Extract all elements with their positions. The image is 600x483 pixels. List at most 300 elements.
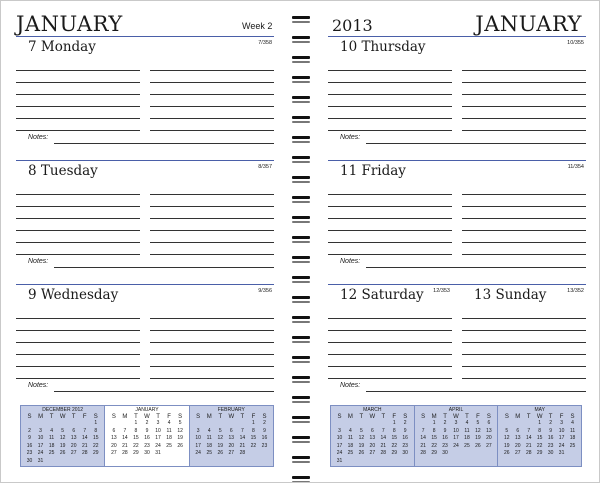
date-cell: 16 bbox=[402, 435, 408, 441]
binding-ring bbox=[292, 194, 310, 204]
notes-line[interactable] bbox=[54, 391, 274, 392]
date-cell bbox=[400, 458, 411, 466]
mini-calendar-week bbox=[501, 443, 578, 451]
date-cell: 12 bbox=[217, 435, 224, 441]
date-cell: 21 bbox=[420, 442, 426, 449]
date-cell: 12 bbox=[59, 435, 66, 441]
date-cell bbox=[24, 420, 35, 428]
day-title: 12 Saturday bbox=[340, 287, 424, 303]
date-cell: 28 bbox=[380, 450, 387, 456]
date-cell bbox=[68, 420, 79, 428]
day-block-weekend[interactable] bbox=[328, 284, 586, 400]
binding-ring bbox=[292, 214, 310, 224]
date-cell: 29 bbox=[93, 450, 99, 456]
date-cell: 16 bbox=[261, 435, 268, 441]
mini-calendar-week bbox=[501, 450, 578, 458]
binding-ring bbox=[292, 354, 310, 364]
binding-ring bbox=[292, 114, 310, 124]
date-cell: 1 bbox=[134, 420, 138, 426]
date-cell: 13 bbox=[228, 435, 235, 441]
binding-ring bbox=[292, 454, 310, 464]
mini-calendar-week bbox=[108, 435, 185, 443]
mini-calendar-week bbox=[418, 435, 495, 443]
date-cell: 22 bbox=[536, 442, 543, 449]
date-cell: 22 bbox=[250, 442, 257, 449]
binding-ring bbox=[292, 154, 310, 164]
date-cell: 4 bbox=[207, 427, 211, 434]
date-cell: 16 bbox=[26, 442, 33, 449]
writing-lines-left[interactable] bbox=[16, 183, 140, 255]
date-cell: 24 bbox=[195, 450, 201, 456]
binding-ring bbox=[292, 274, 310, 284]
date-cell: 26 bbox=[177, 442, 183, 449]
date-cell: 30 bbox=[442, 450, 448, 456]
date-cell: 2 bbox=[549, 420, 553, 426]
date-cell: 6 bbox=[112, 427, 116, 434]
date-cell bbox=[193, 420, 204, 428]
date-cell: 17 bbox=[37, 442, 44, 449]
date-cell bbox=[367, 420, 378, 428]
weekday-label: T bbox=[526, 414, 531, 420]
date-cell: 5 bbox=[61, 427, 65, 434]
weekday-label: W bbox=[228, 414, 235, 420]
date-cell: 9 bbox=[263, 427, 266, 434]
date-cell: 2 bbox=[145, 420, 149, 426]
date-cell bbox=[226, 420, 237, 428]
date-cell: 15 bbox=[391, 435, 398, 441]
date-cell: 10 bbox=[336, 435, 343, 441]
writing-lines-right[interactable] bbox=[462, 183, 586, 255]
date-cell: 30 bbox=[26, 457, 33, 464]
date-cell: 16 bbox=[442, 435, 448, 441]
date-cell: 28 bbox=[239, 450, 246, 456]
binding-ring bbox=[292, 294, 310, 304]
writing-lines-left[interactable] bbox=[328, 183, 452, 255]
day-block-wednesday[interactable] bbox=[16, 284, 274, 400]
weekday-label: S bbox=[111, 414, 116, 420]
date-cell: 17 bbox=[195, 442, 201, 449]
weekday-label: M bbox=[122, 414, 128, 420]
notes-line[interactable] bbox=[366, 267, 586, 268]
date-cell: 11 bbox=[49, 435, 55, 441]
date-cell: 4 bbox=[571, 420, 574, 426]
day-title: 11 Friday bbox=[340, 163, 406, 179]
date-cell: 14 bbox=[239, 435, 246, 441]
date-cell bbox=[79, 420, 90, 428]
date-cell: 9 bbox=[28, 435, 31, 441]
weekday-label: T bbox=[218, 414, 223, 420]
date-cell: 2 bbox=[443, 420, 447, 426]
date-cell: 27 bbox=[228, 450, 235, 456]
writing-lines-right[interactable] bbox=[462, 59, 586, 131]
writing-lines-left[interactable] bbox=[328, 59, 452, 131]
date-cell: 7 bbox=[381, 427, 385, 434]
weekday-label: S bbox=[421, 414, 426, 420]
date-cell bbox=[119, 420, 130, 428]
date-cell: 8 bbox=[432, 427, 436, 434]
date-cell bbox=[345, 458, 356, 466]
date-cell: 12 bbox=[358, 435, 365, 441]
date-cell bbox=[35, 420, 46, 428]
date-cell: 19 bbox=[217, 442, 224, 449]
date-cell: 30 bbox=[547, 450, 554, 456]
date-cell: 20 bbox=[369, 442, 376, 449]
date-cell: 13 bbox=[514, 435, 521, 441]
weekday-label: T bbox=[443, 414, 447, 420]
date-cell: 22 bbox=[391, 442, 398, 449]
binding-ring bbox=[292, 434, 310, 444]
date-cell: 15 bbox=[93, 435, 99, 441]
spiral-binding bbox=[292, 0, 310, 483]
date-cell: 8 bbox=[94, 427, 98, 434]
date-cell: 10 bbox=[195, 435, 201, 441]
binding-ring bbox=[292, 394, 310, 404]
writing-lines-right[interactable] bbox=[150, 59, 274, 131]
date-cell: 27 bbox=[486, 442, 492, 449]
weekday-label: F bbox=[167, 414, 171, 420]
date-cell: 11 bbox=[569, 427, 576, 434]
binding-ring bbox=[292, 94, 310, 104]
date-cell bbox=[237, 420, 248, 428]
date-cell: 3 bbox=[156, 420, 160, 426]
mini-calendar-week bbox=[334, 420, 411, 428]
date-cell: 13 bbox=[486, 427, 492, 434]
date-cell: 27 bbox=[111, 450, 117, 456]
weekday-label: T bbox=[548, 414, 553, 420]
date-cell: 15 bbox=[250, 435, 257, 441]
date-cell: 23 bbox=[144, 442, 150, 449]
date-cell: 30 bbox=[144, 450, 150, 456]
weekday-label: T bbox=[49, 414, 54, 420]
date-cell: 20 bbox=[111, 442, 117, 449]
date-cell: 5 bbox=[218, 427, 222, 434]
writing-lines-left[interactable] bbox=[16, 59, 140, 131]
writing-lines-right[interactable] bbox=[150, 183, 274, 255]
binding-ring bbox=[292, 334, 310, 344]
date-cell: 9 bbox=[145, 427, 149, 434]
weekday-label: T bbox=[359, 414, 364, 420]
date-cell bbox=[356, 458, 367, 466]
date-cell: 21 bbox=[81, 442, 88, 449]
date-cell: 21 bbox=[525, 442, 532, 449]
writing-lines-right[interactable] bbox=[150, 307, 274, 379]
date-cell: 3 bbox=[560, 420, 563, 426]
mini-calendar-week bbox=[334, 435, 411, 443]
binding-ring bbox=[292, 54, 310, 64]
date-cell: 19 bbox=[475, 435, 481, 441]
date-cell: 31 bbox=[336, 457, 343, 464]
date-cell: 23 bbox=[261, 442, 268, 449]
date-cell: 18 bbox=[48, 442, 55, 449]
date-cell bbox=[523, 420, 534, 428]
date-cell: 30 bbox=[402, 450, 408, 456]
date-cell: 19 bbox=[59, 442, 66, 449]
weekday-label: M bbox=[347, 414, 353, 420]
date-cell: 13 bbox=[111, 435, 117, 441]
day-title: 8 Tuesday bbox=[28, 163, 98, 179]
date-cell: 14 bbox=[525, 435, 532, 441]
mini-calendar-week bbox=[24, 450, 101, 458]
date-cell bbox=[46, 458, 57, 466]
date-cell: 23 bbox=[442, 442, 448, 449]
mini-calendar-week bbox=[334, 428, 411, 436]
date-cell: 5 bbox=[505, 427, 509, 434]
date-cell: 5 bbox=[359, 427, 363, 434]
date-cell: 25 bbox=[166, 442, 172, 449]
date-cell: 1 bbox=[432, 420, 436, 426]
date-cell: 5 bbox=[476, 420, 480, 426]
date-cell: 7 bbox=[240, 427, 244, 434]
day-number: 7/358 bbox=[258, 40, 272, 46]
date-cell: 18 bbox=[569, 435, 576, 441]
date-cell: 21 bbox=[239, 442, 246, 449]
binding-ring bbox=[292, 474, 310, 483]
date-cell: 31 bbox=[37, 457, 44, 464]
day-block-thursday[interactable] bbox=[328, 36, 586, 152]
date-cell: 13 bbox=[369, 435, 376, 441]
date-cell: 11 bbox=[347, 435, 354, 441]
writing-lines[interactable] bbox=[328, 307, 452, 379]
mini-calendar-week bbox=[24, 428, 101, 436]
notes-line[interactable] bbox=[54, 267, 274, 268]
date-cell: 24 bbox=[155, 442, 161, 449]
date-cell: 5 bbox=[178, 420, 182, 426]
date-cell: 20 bbox=[228, 442, 235, 449]
weekday-label: M bbox=[431, 414, 437, 420]
date-cell: 9 bbox=[549, 427, 553, 434]
date-cell: 23 bbox=[402, 442, 408, 449]
date-cell: 27 bbox=[369, 450, 376, 456]
date-cell: 17 bbox=[558, 435, 565, 441]
date-cell bbox=[259, 450, 270, 458]
notes-line[interactable] bbox=[54, 143, 274, 144]
sunday-block[interactable] bbox=[462, 285, 586, 401]
weekday-label: S bbox=[93, 414, 98, 420]
date-cell: 26 bbox=[59, 450, 66, 456]
weekday-label: T bbox=[71, 414, 76, 420]
date-cell: 10 bbox=[453, 427, 459, 434]
date-cell: 2 bbox=[28, 427, 31, 434]
date-cell: 23 bbox=[547, 442, 554, 449]
date-cell: 19 bbox=[177, 435, 183, 441]
date-cell: 22 bbox=[93, 442, 99, 449]
notes-label: Notes: bbox=[28, 382, 49, 389]
year-label: 2013 bbox=[332, 16, 373, 35]
mini-calendar-week bbox=[193, 420, 270, 428]
weekday-label: F bbox=[82, 414, 87, 420]
mini-calendar-week bbox=[24, 458, 101, 466]
weekday-label: F bbox=[392, 414, 397, 420]
date-cell: 1 bbox=[538, 420, 542, 426]
mini-calendar-week bbox=[24, 435, 101, 443]
date-cell: 16 bbox=[144, 435, 150, 441]
date-cell bbox=[356, 420, 367, 428]
date-cell: 6 bbox=[487, 420, 491, 426]
day-number: 8/357 bbox=[258, 164, 272, 170]
binding-ring bbox=[292, 74, 310, 84]
date-cell: 12 bbox=[504, 435, 510, 441]
date-cell bbox=[378, 420, 389, 428]
date-cell: 18 bbox=[206, 442, 212, 449]
writing-lines[interactable] bbox=[462, 307, 586, 379]
binding-ring bbox=[292, 234, 310, 244]
weekday-label: T bbox=[381, 414, 386, 420]
weekday-label: S bbox=[504, 414, 509, 420]
date-cell: 3 bbox=[454, 420, 458, 426]
mini-calendar-week bbox=[418, 443, 495, 451]
date-cell: 9 bbox=[403, 427, 407, 434]
date-cell: 4 bbox=[167, 420, 171, 426]
binding-ring bbox=[292, 374, 310, 384]
date-cell bbox=[215, 420, 226, 428]
weekday-label: S bbox=[486, 414, 491, 420]
date-cell: 8 bbox=[252, 427, 255, 434]
weekday-label: T bbox=[465, 414, 469, 420]
date-cell: 17 bbox=[453, 435, 459, 441]
mini-calendar-week bbox=[193, 443, 270, 451]
date-cell: 1 bbox=[392, 420, 396, 426]
left-page bbox=[0, 0, 290, 483]
date-cell: 10 bbox=[155, 427, 161, 434]
date-cell: 29 bbox=[431, 450, 437, 456]
date-cell: 1 bbox=[252, 420, 255, 426]
date-cell: 17 bbox=[155, 435, 161, 441]
mini-calendar bbox=[331, 406, 415, 466]
notes-line[interactable] bbox=[366, 391, 586, 392]
day-block-tuesday[interactable] bbox=[16, 160, 274, 276]
date-cell: 2 bbox=[403, 420, 407, 426]
mini-calendar-week bbox=[108, 428, 185, 436]
mini-calendars-left bbox=[20, 405, 274, 467]
mini-calendar-week bbox=[334, 450, 411, 458]
weekday-label: T bbox=[240, 414, 245, 420]
weekday-label: W bbox=[369, 414, 376, 420]
date-cell: 28 bbox=[525, 450, 532, 456]
week-label: Week 2 bbox=[242, 21, 273, 31]
date-cell: 12 bbox=[177, 427, 183, 434]
date-cell bbox=[567, 450, 578, 458]
weekday-label: T bbox=[134, 414, 138, 420]
mini-calendar-week bbox=[418, 420, 495, 428]
binding-ring bbox=[292, 414, 310, 424]
mini-calendar-week bbox=[501, 420, 578, 428]
date-cell: 21 bbox=[380, 442, 387, 449]
date-cell bbox=[57, 420, 68, 428]
mini-calendar-title: APRIL bbox=[448, 407, 464, 413]
binding-ring bbox=[292, 254, 310, 264]
notes-label: Notes: bbox=[340, 382, 361, 389]
date-cell: 23 bbox=[26, 450, 33, 456]
notes-label: Notes: bbox=[340, 258, 361, 265]
date-cell bbox=[204, 420, 215, 428]
date-cell: 12 bbox=[475, 427, 481, 434]
date-cell: 6 bbox=[370, 427, 374, 434]
mini-calendar-week bbox=[24, 443, 101, 451]
day-number: 11/354 bbox=[567, 164, 584, 170]
date-cell: 6 bbox=[72, 427, 76, 434]
date-cell: 19 bbox=[358, 442, 365, 449]
mini-calendar-week bbox=[24, 420, 101, 428]
date-cell: 15 bbox=[431, 435, 437, 441]
date-cell: 7 bbox=[527, 427, 531, 434]
date-cell bbox=[378, 458, 389, 466]
mini-calendar bbox=[105, 406, 189, 466]
date-cell: 26 bbox=[358, 450, 365, 456]
date-cell: 1 bbox=[94, 420, 98, 426]
date-cell bbox=[418, 420, 429, 428]
date-cell: 25 bbox=[347, 450, 354, 456]
date-cell bbox=[345, 420, 356, 428]
notes-label: Notes: bbox=[340, 134, 361, 141]
weekday-label: S bbox=[337, 414, 342, 420]
notes-line[interactable] bbox=[366, 143, 586, 144]
date-cell: 31 bbox=[558, 450, 565, 456]
date-cell bbox=[57, 458, 68, 466]
date-cell: 27 bbox=[70, 450, 77, 456]
weekday-label: W bbox=[453, 414, 459, 420]
date-cell: 20 bbox=[514, 442, 521, 449]
date-cell: 3 bbox=[39, 427, 42, 434]
weekday-label: M bbox=[38, 414, 44, 420]
mini-calendar-week bbox=[108, 420, 185, 428]
date-cell: 11 bbox=[166, 427, 172, 434]
weekday-label: S bbox=[27, 414, 32, 420]
date-cell: 29 bbox=[536, 450, 543, 456]
date-cell: 14 bbox=[122, 435, 128, 441]
mini-calendar-week bbox=[418, 428, 495, 436]
date-cell: 28 bbox=[81, 450, 88, 456]
day-block-friday[interactable] bbox=[328, 160, 586, 276]
day-title: 13 Sunday bbox=[474, 287, 547, 303]
date-cell: 31 bbox=[155, 450, 161, 456]
mini-calendar-week bbox=[193, 435, 270, 443]
date-cell: 24 bbox=[37, 450, 44, 456]
date-cell bbox=[164, 450, 175, 458]
date-cell: 22 bbox=[133, 442, 139, 449]
date-cell: 7 bbox=[83, 427, 87, 434]
date-cell bbox=[367, 458, 378, 466]
day-number: 9/356 bbox=[258, 288, 272, 294]
date-cell: 25 bbox=[206, 450, 212, 456]
writing-lines-left[interactable] bbox=[16, 307, 140, 379]
date-cell: 8 bbox=[134, 427, 138, 434]
date-cell bbox=[512, 420, 523, 428]
day-block-monday[interactable] bbox=[16, 36, 274, 152]
weekday-label: S bbox=[403, 414, 408, 420]
mini-calendar-title: FEBRUARY bbox=[217, 407, 245, 413]
date-cell: 22 bbox=[431, 442, 437, 449]
date-cell: 25 bbox=[48, 450, 55, 456]
date-cell: 26 bbox=[504, 450, 510, 456]
date-cell: 24 bbox=[336, 450, 343, 456]
date-cell: 3 bbox=[338, 427, 341, 434]
date-cell: 7 bbox=[123, 427, 127, 434]
mini-calendar-week bbox=[334, 443, 411, 451]
date-cell: 28 bbox=[122, 450, 128, 456]
left-month-title: JANUARY bbox=[16, 12, 123, 36]
date-cell: 8 bbox=[538, 427, 542, 434]
date-cell bbox=[501, 420, 512, 428]
date-cell: 14 bbox=[420, 435, 426, 441]
mini-calendar-title: JANUARY bbox=[135, 407, 159, 413]
date-cell bbox=[334, 420, 345, 428]
day-number: 12/353 bbox=[433, 288, 450, 294]
mini-calendar-title: MARCH bbox=[363, 407, 382, 413]
mini-calendar bbox=[415, 406, 499, 466]
weekday-label: F bbox=[476, 414, 480, 420]
date-cell: 16 bbox=[547, 435, 554, 441]
date-cell bbox=[461, 450, 472, 458]
